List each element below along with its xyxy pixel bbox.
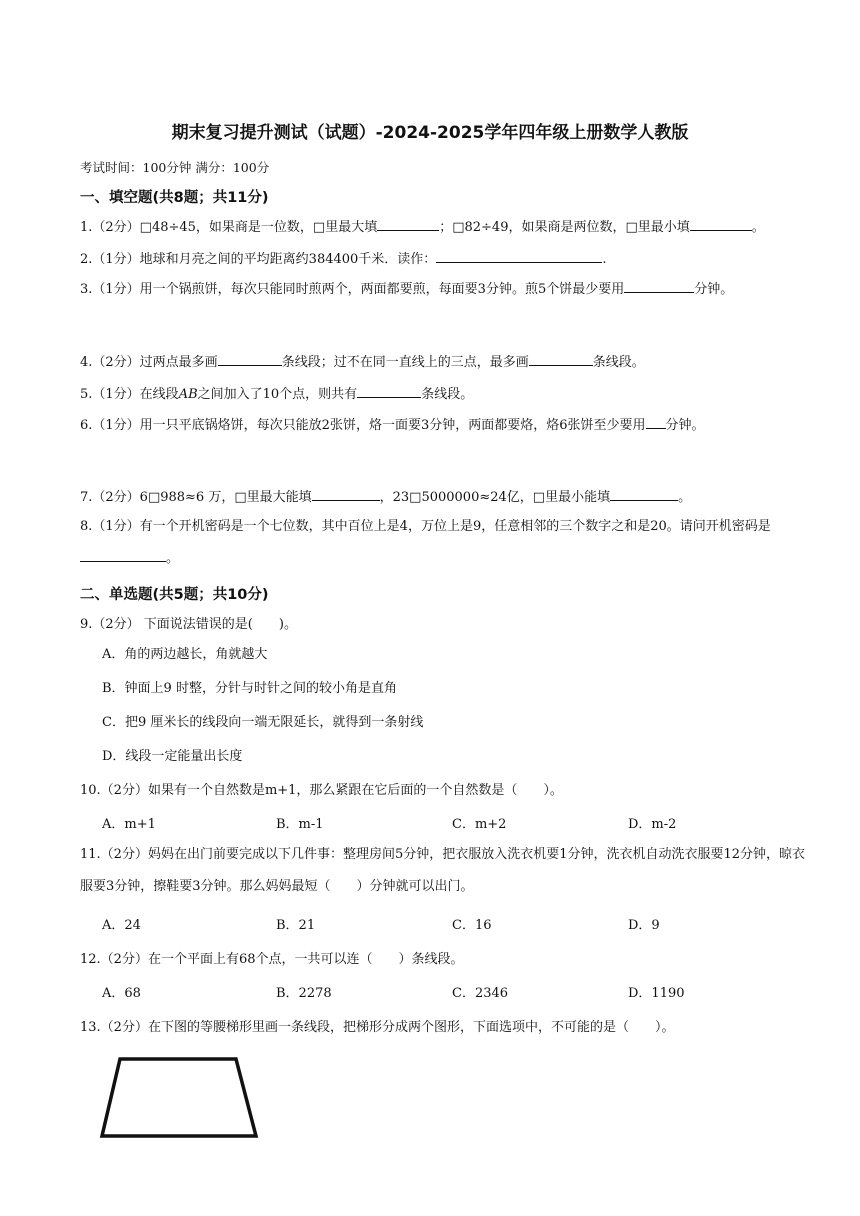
option-12b[interactable]: B．2278 bbox=[276, 986, 332, 1001]
question-5: 5.（1分）在线段AB之间加入了10个点，则共有 条线段。 bbox=[80, 383, 810, 402]
question-11: 11.（2分）妈妈在出门前要完成以下几件事：整理房间5分钟，把衣服放入洗衣机要1分钟，洗衣机自动洗衣服要12分钟，晾衣服要3分钟，擦鞋要3分钟。那么妈妈最短（ ）分钟就可以出门。 bbox=[80, 847, 806, 894]
option-9a[interactable]: A．角的两边越长，角就越大 bbox=[102, 647, 268, 662]
answer-blank[interactable] bbox=[312, 487, 380, 501]
question-12: 12.（2分）在一个平面上有68个点，一共可以连（ ）条线段。 bbox=[80, 952, 464, 967]
question-4: 4.（2分）过两点最多画 条线段；过不在同一直线上的三点，最多画 条线段。 bbox=[80, 351, 810, 370]
option-9c[interactable]: C．把9 厘米长的线段向一端无限延长，就得到一条射线 bbox=[102, 715, 424, 730]
answer-blank[interactable] bbox=[357, 384, 421, 398]
exam-meta: 考试时间：100分钟 满分：100分 bbox=[80, 160, 270, 175]
answer-blank[interactable] bbox=[80, 548, 166, 562]
option-10b[interactable]: B．m-1 bbox=[276, 817, 324, 832]
answer-blank[interactable] bbox=[436, 249, 602, 263]
answer-blank[interactable] bbox=[690, 217, 752, 231]
option-9b[interactable]: B．钟面上9 时整，分针与时针之间的较小角是直角 bbox=[102, 681, 397, 696]
question-3: 3.（1分）用一个锅煎饼，每次只能同时煎两个，两面都要煎，每面要3分钟。煎5个饼最少要用 分钟。 bbox=[80, 274, 810, 306]
section-choice-heading: 二、单选题(共5题；共10分) bbox=[80, 587, 269, 603]
question-9: 9.（2分） 下面说法错误的是( )。 bbox=[80, 617, 297, 632]
answer-blank[interactable] bbox=[624, 279, 694, 293]
option-11a[interactable]: A．24 bbox=[102, 918, 141, 933]
option-11c[interactable]: C．16 bbox=[452, 918, 492, 933]
option-12d[interactable]: D．1190 bbox=[628, 986, 685, 1001]
question-1: 1.（2分）□48÷45，如果商是一位数，□里最大填 ；□82÷49，如果商是两位数，□里最小填 。 bbox=[80, 216, 810, 235]
question-2: 2.（1分）地球和月亮之间的平均距离约384400千米．读作： . bbox=[80, 248, 810, 267]
option-10d[interactable]: D．m-2 bbox=[628, 817, 677, 832]
option-10a[interactable]: A．m+1 bbox=[102, 817, 156, 832]
question-8: 8.（1分）有一个开机密码是一个七位数，其中百位上是4，万位上是9，任意相邻的三个数字之和是20。请问开机密码是。 bbox=[80, 519, 771, 566]
answer-blank[interactable] bbox=[610, 487, 678, 501]
question-7: 7.（2分）6□988≈6 万，□里最大能填 ，23□5000000≈24亿，□里最小能填 。 bbox=[80, 486, 810, 505]
page-title: 期末复习提升测试（试题）-2024-2025学年四年级上册数学人教版 bbox=[171, 123, 689, 143]
option-12a[interactable]: A．68 bbox=[102, 986, 141, 1001]
trapezoid-figure bbox=[98, 1054, 260, 1140]
option-9d[interactable]: D．线段一定能量出长度 bbox=[102, 749, 243, 764]
answer-blank[interactable] bbox=[529, 352, 593, 366]
question-13: 13.（2分）在下图的等腰梯形里画一条线段，把梯形分成两个图形，下面选项中，不可能的是（ ）。 bbox=[80, 1020, 675, 1035]
question-10: 10.（2分）如果有一个自然数是m+1，那么紧跟在它后面的一个自然数是（ ）。 bbox=[80, 783, 563, 798]
section-fill-heading: 一、填空题(共8题；共11分) bbox=[80, 190, 269, 206]
answer-blank[interactable] bbox=[218, 352, 282, 366]
option-11b[interactable]: B．21 bbox=[276, 918, 316, 933]
question-6: 6.（1分）用一只平底锅烙饼，每次只能放2张饼，烙一面要3分钟，两面都要烙，烙6张饼至少要用 分钟。 bbox=[80, 410, 810, 442]
option-11d[interactable]: D．9 bbox=[628, 918, 660, 933]
option-12c[interactable]: C．2346 bbox=[452, 986, 509, 1001]
answer-blank[interactable] bbox=[377, 217, 439, 231]
option-10c[interactable]: C．m+2 bbox=[452, 817, 507, 832]
answer-blank[interactable] bbox=[646, 415, 666, 429]
